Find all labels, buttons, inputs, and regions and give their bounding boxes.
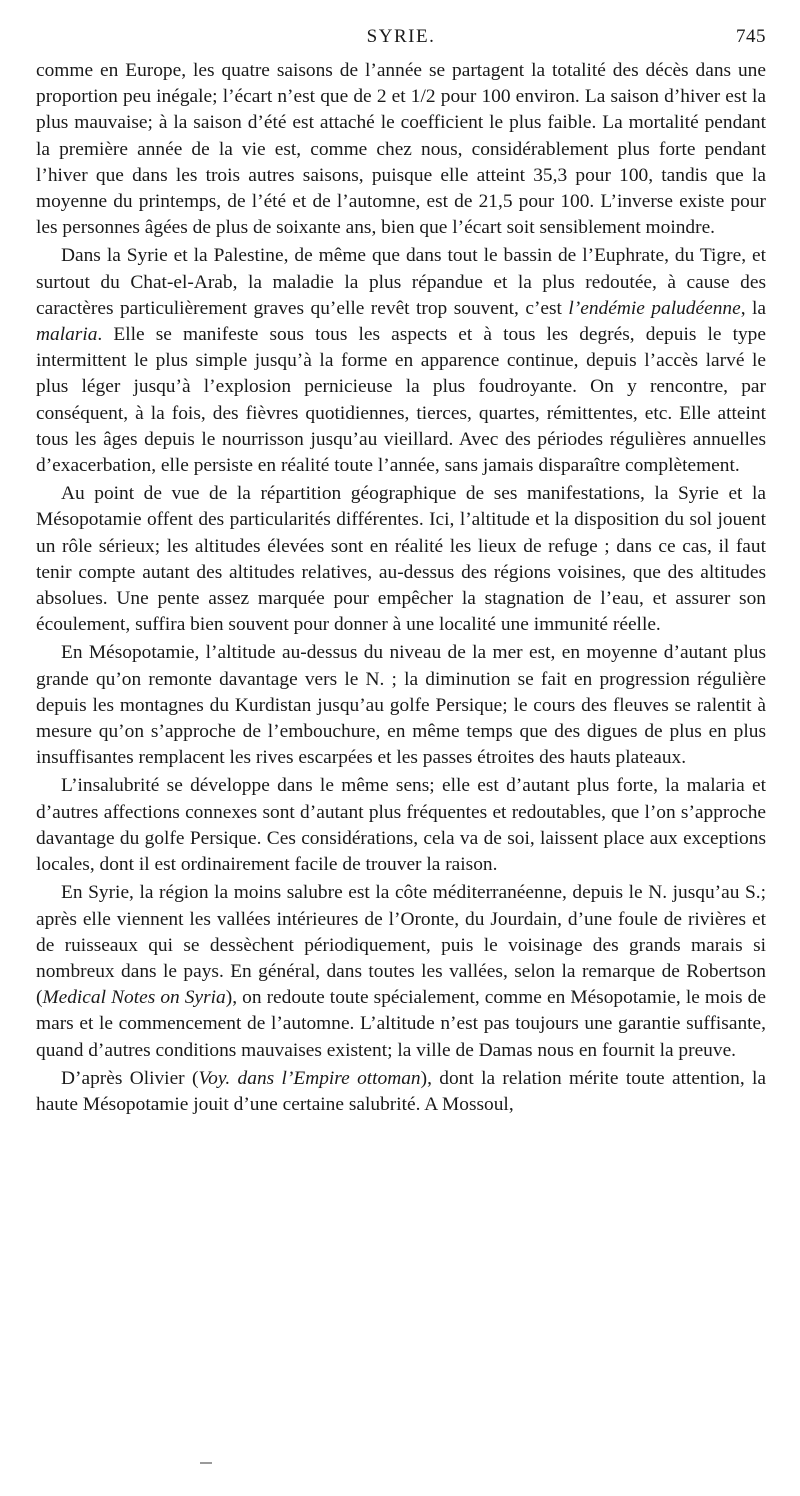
book-page — [36, 26, 766, 1118]
text-run: Au point de vue de la répartition géographique de ses manifestations, la Syrie et la Mésopotamie offent des particularités différentes. Ici, l’altitude et la disposition du sol jouent un rôle sérieux; les altitudes élevées sont en réalité les lieux de refuge ; dans ce cas, il faut tenir compte autant des altitudes relatives, au-dessus des régions voisines, que des altitudes absolues. Une pente assez marquée pour empêcher la stagnation de l’eau, et assurer son écoulement, suffira bien souvent pour donner à une localité une immunité réelle. — [36, 483, 766, 636]
text-run: D’après Olivier ( — [61, 1067, 199, 1089]
running-header — [36, 26, 766, 58]
paragraph — [36, 58, 766, 241]
text-run: ), dont la relation mérite toute attention, la haute Mésopotamie jouit d’une certaine salubrité. A Mossoul, — [36, 1067, 767, 1115]
print-mark — [200, 1462, 212, 1464]
italic-text: malaria — [36, 324, 98, 346]
paragraph — [36, 880, 766, 1063]
text-run: L’insalubrité se développe dans le même sens; elle est d’autant plus forte, la malaria et d’autres affections connexes sont d’autant plus fréquentes et redoutables, que l’on s’approche davantage du golfe Persique. Ces considérations, cela va de soi, laissent place aux exceptions locales, dont il est ordinairement facile de trouver la raison. — [36, 775, 766, 876]
paragraph — [36, 481, 766, 638]
paragraph — [36, 773, 766, 878]
text-run: . Elle se manifeste sous tous les aspects et à tous les degrés, depuis le type intermittent le plus simple jusqu’à la forme en apparence continue, depuis l’accès larvé le plus léger jusqu’à l’explosion pernicieuse la plus foudroyante. On y rencontre, par conséquent, à la fois, des fièvres quotidiennes, tierces, quartes, rémittentes, etc. Elle atteint tous les âges depuis le nourrisson jusqu’au vieillard. Avec des périodes régulières annuelles d’exacerbation, elle persiste en réalité toute l’année, sans jamais disparaître complètement. — [36, 324, 766, 477]
italic-text: Medical Notes on Syria — [42, 987, 226, 1009]
paragraph — [36, 1066, 766, 1118]
text-run: En Syrie, la région la moins salubre est la côte méditerranéenne, depuis le N. jusqu’au S.; après elle viennent les vallées intérieures de l’Oronte, du Jourdain, d’une foule de rivières et de ruisseaux qui se dessèchent périodiquement, puis le voisinage des grands marais si nombreux dans le pays. En général, dans toutes les vallées, selon la remarque de Robertson ( — [36, 882, 766, 1009]
text-run: , la — [740, 297, 766, 319]
text-run: ), on redoute toute spécialement, comme en Mésopotamie, le mois de mars et le commencement de l’automne. L’altitude n’est pas toujours une garantie suffisante, quand d’autres conditions mauvaises existent; la ville de Damas nous en fournit la preuve. — [36, 987, 766, 1061]
page-number: 745 — [736, 26, 766, 47]
body-text — [36, 58, 766, 1118]
text-run: Dans la Syrie et la Palestine, de même que dans tout le bassin de l’Euphrate, du Tigre, et surtout du Chat-el-Arab, la maladie la plus répandue et la plus redoutée, à cause des caractères particulièrement graves qu’elle revêt trop souvent, c’est — [36, 245, 766, 319]
text-run: En Mésopotamie, l’altitude au-dessus du niveau de la mer est, en moyenne d’autant plus grande qu’on remonte davantage vers le N. ; la diminution se fait en progression régulière depuis les montagnes du Kurdistan jusqu’au golfe Persique; le cours des fleuves se ralentit à mesure qu’on s’approche de l’embouchure, en même temps que des digues de plus en plus insuffisantes remplacent les rives escarpées et les passes étroites des hauts plateaux. — [36, 642, 766, 769]
paragraph — [36, 243, 766, 479]
italic-text: l’endémie paludéenne — [568, 297, 741, 319]
running-title: SYRIE. — [366, 26, 436, 47]
italic-text: Voy. dans l’Empire ottoman — [198, 1067, 421, 1089]
paragraph — [36, 640, 766, 771]
text-run: comme en Europe, les quatre saisons de l’année se partagent la totalité des décès dans une proportion peu inégale; l’écart n’est que de 2 et 1/2 pour 100 environ. La saison d’hiver est la plus mauvaise; à la saison d’été est attaché le coefficient le plus faible. La mortalité pendant la première année de la vie est, comme chez nous, considérablement plus forte pendant l’hiver que dans les trois autres saisons, puisque elle atteint 35,3 pour 100, tandis que la moyenne du printemps, de l’été et de l’automne, est de 21,5 pour 100. L’inverse existe pour les personnes âgées de plus de soixante ans, bien que l’écart soit sensiblement moindre. — [36, 60, 766, 239]
